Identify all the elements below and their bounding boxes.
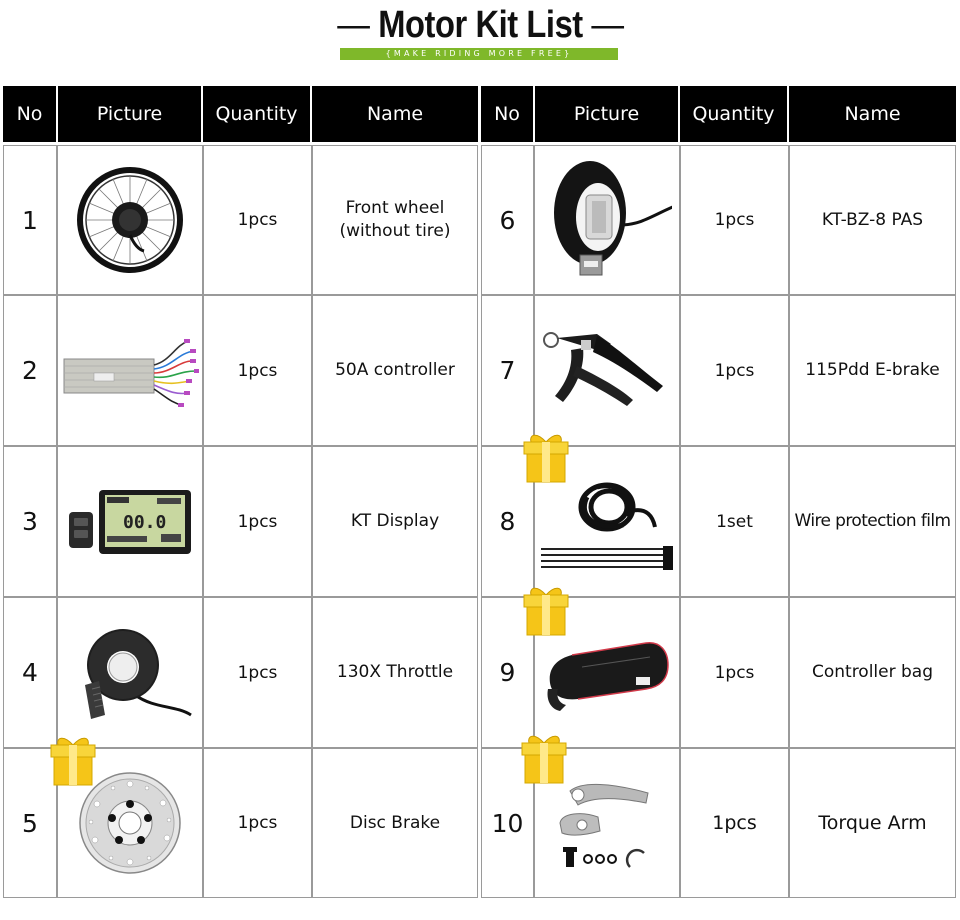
item-8-name-line1: Wire protection film [794,511,951,531]
item-10-no: 10 [481,748,534,898]
item-4-name-line1: 130X Throttle [336,662,454,682]
item-1-no: 1 [3,145,57,295]
title-text: Motor Kit List [377,4,583,46]
item-2-no: 2 [3,295,57,446]
item-3-quantity: 1pcs [203,446,312,597]
item-5-name [312,748,478,898]
item-6-no: 6 [481,145,534,295]
item-1-picture [57,145,203,295]
wheel-icon [75,165,185,275]
item-1-name [312,145,478,295]
bag-icon [542,633,672,713]
item-4-name [312,597,478,748]
item-3-name-line1: KT Display [350,511,440,531]
gift-icon [521,583,571,637]
item-7-name-line1: 115Pdd E-brake [805,360,940,380]
torque-arm-icon [552,773,662,873]
item-2-name-line1: 50A controller [335,360,455,380]
item-7-no: 7 [481,295,534,446]
page-title [337,4,623,46]
item-7-quantity: 1pcs [680,295,789,446]
item-5-no: 5 [3,748,57,898]
item-10-quantity: 1pcs [680,748,789,898]
subtitle-bar: {MAKE RIDING MORE FREE} [340,48,618,60]
item-8-no: 8 [481,446,534,597]
item-6-name-line1: KT-BZ-8 PAS [821,209,924,230]
item-6-name [789,145,956,295]
item-2-picture [57,295,203,446]
item-6-picture [534,145,680,295]
throttle-icon [65,623,195,723]
item-10-name-line1: Torque Arm [818,811,927,834]
item-1-quantity: 1pcs [203,145,312,295]
header-no-left: No [3,86,56,142]
item-4-picture [57,597,203,748]
header-no-right: No [481,86,533,142]
header-quantity-right: Quantity [680,86,787,142]
item-9-no: 9 [481,597,534,748]
item-7-picture [534,295,680,446]
item-5-name-line1: Disc Brake [349,812,441,833]
item-2-quantity: 1pcs [203,295,312,446]
pas-sensor-icon [542,155,672,285]
item-7-name [789,295,956,446]
item-9-quantity: 1pcs [680,597,789,748]
item-6-quantity: 1pcs [680,145,789,295]
header-picture-left: Picture [58,86,201,142]
header-picture-right: Picture [535,86,678,142]
title-block [0,4,960,46]
item-2-name [312,295,478,446]
item-3-picture [57,446,203,597]
item-9-name [789,597,956,748]
item-1-name-line1: Front wheel [345,198,445,218]
item-5-quantity: 1pcs [203,748,312,898]
gift-icon [519,731,569,785]
gift-icon [521,430,571,484]
item-3-no: 3 [3,446,57,597]
item-8-quantity: 1set [680,446,789,597]
display-icon [65,482,195,562]
gift-icon [48,733,98,787]
item-9-name-line1: Controller bag [811,662,934,682]
item-8-name [789,446,956,597]
header-quantity-left: Quantity [203,86,310,142]
item-4-quantity: 1pcs [203,597,312,748]
item-4-no: 4 [3,597,57,748]
header-name-right: Name [789,86,956,142]
item-10-name [789,748,956,898]
header-name-left: Name [312,86,478,142]
svg-text:00.0: 00.0 [123,511,167,533]
controller-icon [60,331,200,411]
item-1-name-line2: (without tire) [339,221,451,241]
title-dash-right: — [590,4,624,46]
e-brake-icon [537,326,677,416]
title-dash-left: — [336,4,370,46]
item-3-name [312,446,478,597]
